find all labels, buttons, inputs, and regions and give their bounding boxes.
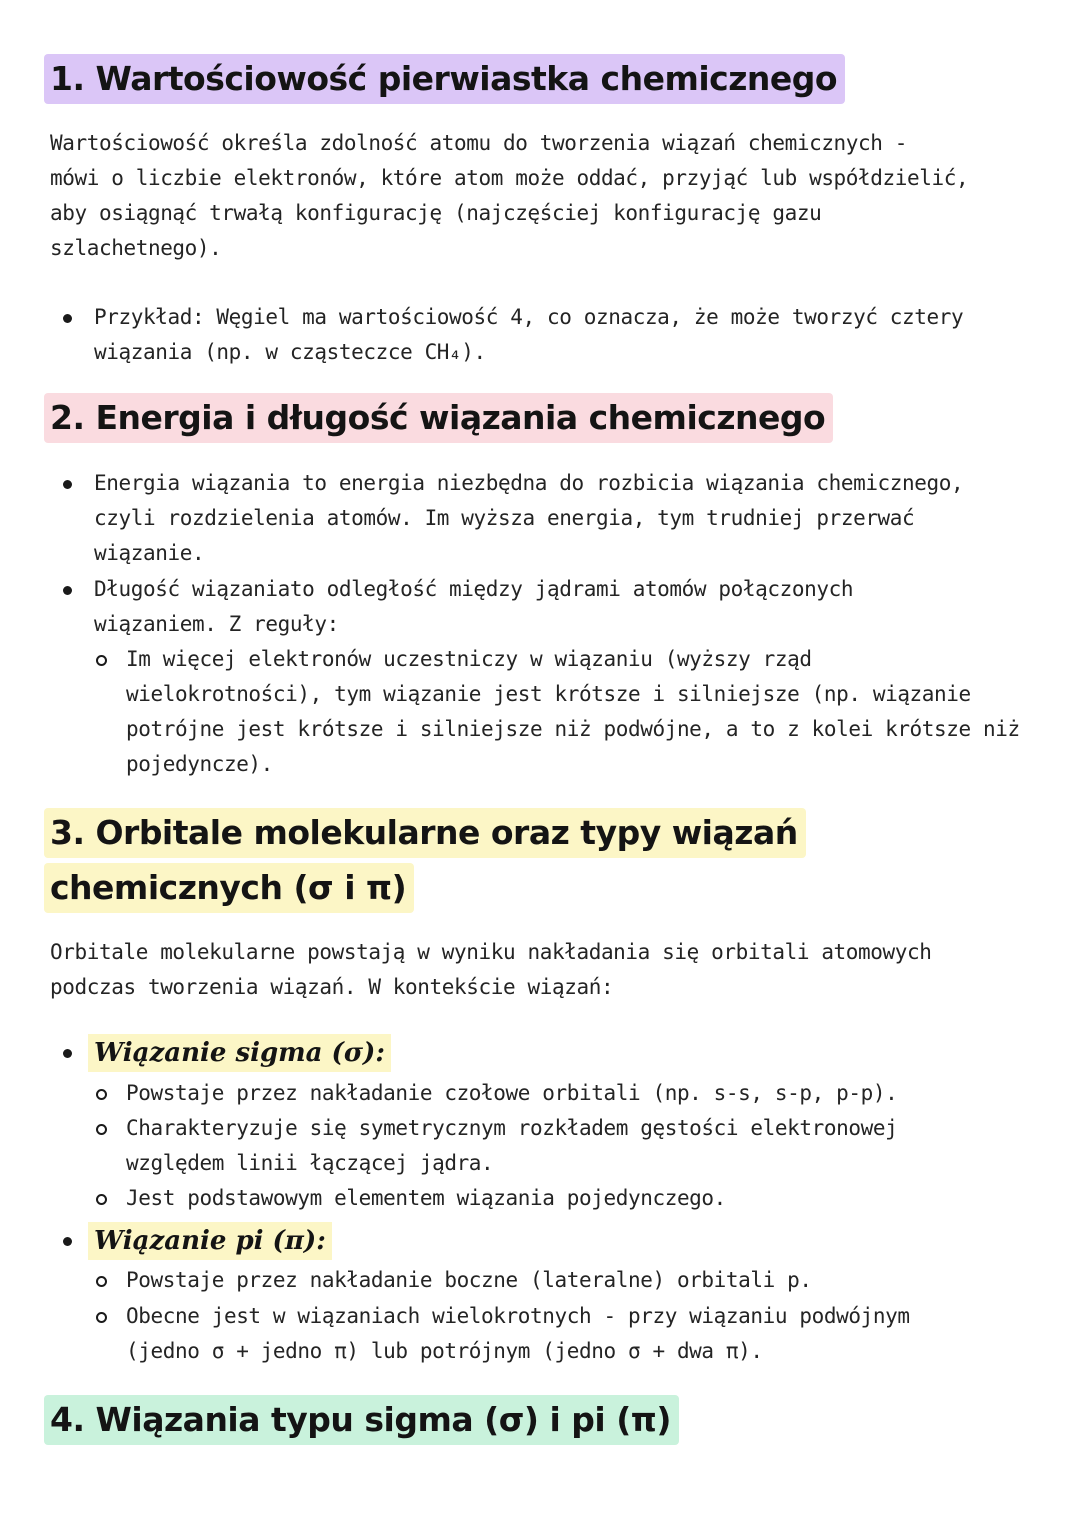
text-line: Jest podstawowym elementem wiązania pojedynczego. [126, 1186, 726, 1210]
text-line: Powstaje przez nakładanie boczne (lateralne) orbitali p. [126, 1268, 812, 1292]
bullet-icon [63, 314, 72, 323]
bullet-icon [63, 1049, 72, 1058]
bullet-icon [63, 1237, 72, 1246]
section-1-paragraph [50, 126, 968, 266]
text-line: aby osiągnąć trwałą konfigurację (najczęściej konfigurację gazu [50, 201, 822, 225]
section-1-example [94, 300, 963, 370]
text-line: Obecne jest w wiązaniach wielokrotnych - przy wiązaniu podwójnym [126, 1304, 910, 1328]
text-line: mówi o liczbie elektronów, które atom może oddać, przyjąć lub współdzielić, [50, 166, 969, 190]
text-line: Orbitale molekularne powstają w wyniku nakładania się orbitali atomowych [50, 940, 932, 964]
section-3-paragraph [50, 935, 932, 1005]
sub-bullet-icon [96, 1276, 107, 1287]
sigma-subitem [126, 1076, 897, 1111]
text-line: potrójne jest krótsze i silniejsze niż podwójne, a to z kolei krótsze niż [126, 717, 1020, 741]
section-2-heading: 2. Energia i długość wiązania chemicznego [44, 393, 833, 443]
bond-rule-subitem [126, 642, 1020, 782]
bond-energy-item [94, 466, 963, 571]
sigma-subitem [126, 1181, 726, 1216]
text-line: wiązaniem. Z reguły: [94, 612, 339, 636]
pi-subitem [126, 1263, 812, 1298]
bullet-icon [63, 480, 72, 489]
text-line: wiązania (np. w cząsteczce CH₄). [94, 340, 486, 364]
sigma-subitem [126, 1111, 897, 1181]
sub-bullet-icon [96, 1312, 107, 1323]
sub-bullet-icon [96, 655, 107, 666]
text-line: Energia wiązania to energia niezbędna do rozbicia wiązania chemicznego, [94, 471, 964, 495]
text-line: Przykład: Węgiel ma wartościowość 4, co oznacza, że może tworzyć cztery [94, 305, 964, 329]
pi-subitem [126, 1299, 910, 1369]
text-line: szlachetnego). [50, 236, 222, 260]
text-line: pojedyncze). [126, 752, 273, 776]
text-line: podczas tworzenia wiązań. W kontekście wiązań: [50, 975, 614, 999]
text-line: czyli rozdzielenia atomów. Im wyższa energia, tym trudniej przerwać [94, 506, 915, 530]
bullet-icon [63, 586, 72, 595]
text-line: (jedno σ + jedno π) lub potrójnym (jedno σ + dwa π). [126, 1339, 763, 1363]
pi-bond-label: Wiązanie pi (π): [88, 1222, 332, 1260]
sub-bullet-icon [96, 1089, 107, 1100]
section-4-heading: 4. Wiązania typu sigma (σ) i pi (π) [44, 1395, 679, 1445]
section-1-heading: 1. Wartościowość pierwiastka chemicznego [44, 54, 845, 104]
text-line: Im więcej elektronów uczestniczy w wiązaniu (wyższy rząd [126, 647, 812, 671]
section-3-heading-line-2: chemicznych (σ i π) [44, 863, 414, 913]
text-line: wielokrotności), tym wiązanie jest krótsze i silniejsze (np. wiązanie [126, 682, 971, 706]
text-line: Długość wiązaniato odległość między jądrami atomów połączonych [94, 577, 854, 601]
text-line: względem linii łączącej jądra. [126, 1151, 494, 1175]
sub-bullet-icon [96, 1194, 107, 1205]
sub-bullet-icon [96, 1124, 107, 1135]
text-line: Wartościowość określa zdolność atomu do tworzenia wiązań chemicznych - [50, 131, 908, 155]
bond-length-item [94, 572, 853, 642]
text-line: Charakteryzuje się symetrycznym rozkładem gęstości elektronowej [126, 1116, 898, 1140]
text-line: Powstaje przez nakładanie czołowe orbitali (np. s-s, s-p, p-p). [126, 1081, 898, 1105]
text-line: wiązanie. [94, 541, 205, 565]
section-3-heading-line-1: 3. Orbitale molekularne oraz typy wiązań [44, 808, 806, 858]
sigma-bond-label: Wiązanie sigma (σ): [88, 1034, 391, 1072]
